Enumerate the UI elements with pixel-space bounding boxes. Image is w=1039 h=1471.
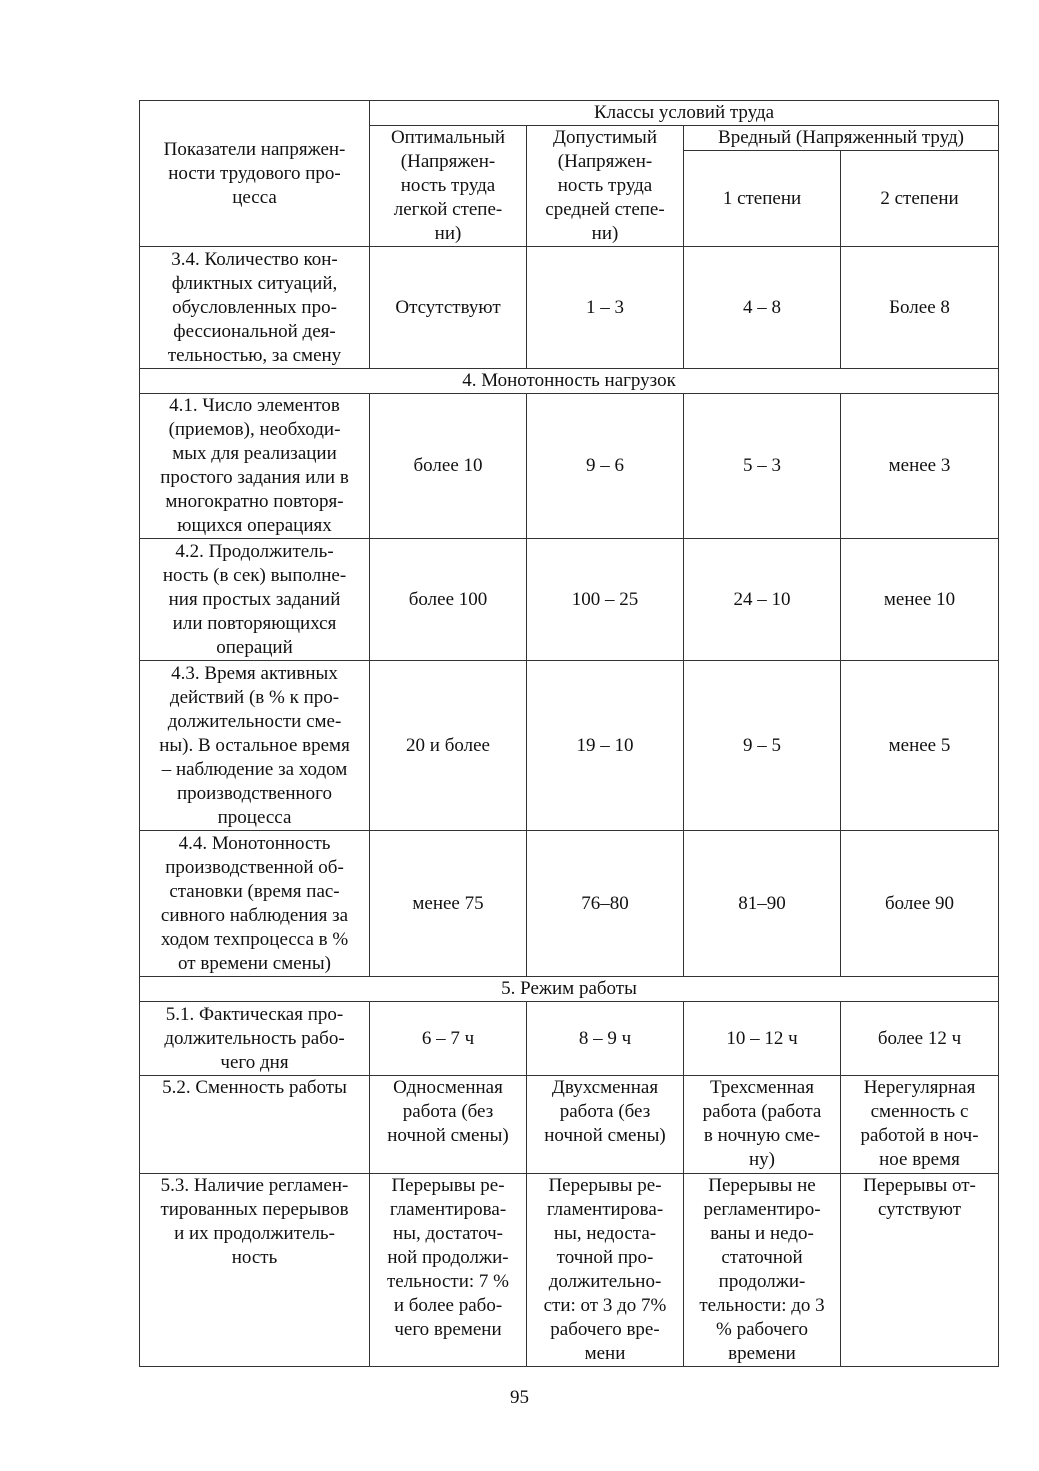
value-degree-1: 10 – 12 ч [684, 1002, 841, 1076]
work-conditions-table [139, 100, 999, 1367]
value-optimal: Отсутствуют [370, 247, 527, 369]
table-row [140, 394, 999, 539]
row-label: 4.1. Число элементов (приемов), необходи- мых для реализации простого задания или в многократно повторя- ющихся операциях [140, 394, 370, 539]
value-degree-2: Более 8 [841, 247, 999, 369]
table-row [140, 247, 999, 369]
table-row [140, 539, 999, 661]
value-degree-1: 81–90 [684, 831, 841, 977]
value-acceptable: 1 – 3 [527, 247, 684, 369]
header-row-1 [140, 101, 999, 126]
section-row [140, 977, 999, 1002]
value-acceptable: 9 – 6 [527, 394, 684, 539]
row-label: 4.3. Время активных действий (в % к про- должительности сме- ны). В остальное время – наблюдение за ходом производственного процесса [140, 661, 370, 831]
table-row [140, 1174, 999, 1367]
table-row [140, 831, 999, 977]
value-acceptable: 19 – 10 [527, 661, 684, 831]
row-label: 4.2. Продолжитель- ность (в сек) выполне- ния простых заданий или повторяющихся операций [140, 539, 370, 661]
header-degree-2: 2 степени [841, 151, 999, 247]
row-label: 5.1. Фактическая про- должительность рабо- чего дня [140, 1002, 370, 1076]
table-row [140, 1002, 999, 1076]
row-label: 5.2. Сменность работы [140, 1076, 370, 1174]
value-degree-1: Трехсменная работа (работа в ночную сме- ну) [684, 1076, 841, 1174]
value-degree-2: более 90 [841, 831, 999, 977]
value-degree-1: Перерывы не регламентиро- ваны и недо- статочной продолжи- тельности: до 3 % рабочего времени [684, 1174, 841, 1367]
header-acceptable: Допустимый (Напряжен- ность труда средней степе- ни) [527, 126, 684, 247]
value-degree-1: 4 – 8 [684, 247, 841, 369]
table-row [140, 1076, 999, 1174]
value-optimal: 6 – 7 ч [370, 1002, 527, 1076]
value-degree-1: 24 – 10 [684, 539, 841, 661]
value-degree-2: Нерегулярная сменность с работой в ноч- ное время [841, 1076, 999, 1174]
row-label: 3.4. Количество кон- фликтных ситуаций, обусловленных про- фессиональной дея- тельностью, за смену [140, 247, 370, 369]
value-degree-2: более 12 ч [841, 1002, 999, 1076]
value-acceptable: Перерывы ре- гламентирова- ны, недоста- точной про- должительно- сти: от 3 до 7% рабочего вре- мени [527, 1174, 684, 1367]
header-classes-title: Классы условий труда [370, 101, 999, 126]
value-optimal: Перерывы ре- гламентирова- ны, достаточ- ной продолжи- тельности: 7 % и более рабо- чего времени [370, 1174, 527, 1367]
value-degree-2: менее 5 [841, 661, 999, 831]
section-heading: 5. Режим работы [140, 977, 999, 1002]
table-row [140, 661, 999, 831]
value-optimal: Односменная работа (без ночной смены) [370, 1076, 527, 1174]
header-degree-1: 1 степени [684, 151, 841, 247]
value-degree-1: 5 – 3 [684, 394, 841, 539]
page-number: 95 [510, 1387, 529, 1408]
value-degree-2: менее 3 [841, 394, 999, 539]
value-acceptable: 8 – 9 ч [527, 1002, 684, 1076]
section-row [140, 369, 999, 394]
row-label: 4.4. Монотонность производственной об- становки (время пас- сивного наблюдения за ходом техпроцесса в % от времени смены) [140, 831, 370, 977]
value-optimal: более 10 [370, 394, 527, 539]
header-harmful: Вредный (Напряженный труд) [684, 126, 999, 151]
header-optimal: Оптимальный (Напряжен- ность труда легкой степе- ни) [370, 126, 527, 247]
value-acceptable: 76–80 [527, 831, 684, 977]
header-indicator-cell: Показатели напряжен- ности трудового про- цесса [140, 101, 370, 247]
value-degree-2: менее 10 [841, 539, 999, 661]
value-optimal: менее 75 [370, 831, 527, 977]
value-acceptable: 100 – 25 [527, 539, 684, 661]
section-heading: 4. Монотонность нагрузок [140, 369, 999, 394]
value-optimal: более 100 [370, 539, 527, 661]
value-degree-2: Перерывы от- сутствуют [841, 1174, 999, 1367]
value-acceptable: Двухсменная работа (без ночной смены) [527, 1076, 684, 1174]
value-degree-1: 9 – 5 [684, 661, 841, 831]
row-label: 5.3. Наличие регламен- тированных перерывов и их продолжитель- ность [140, 1174, 370, 1367]
value-optimal: 20 и более [370, 661, 527, 831]
